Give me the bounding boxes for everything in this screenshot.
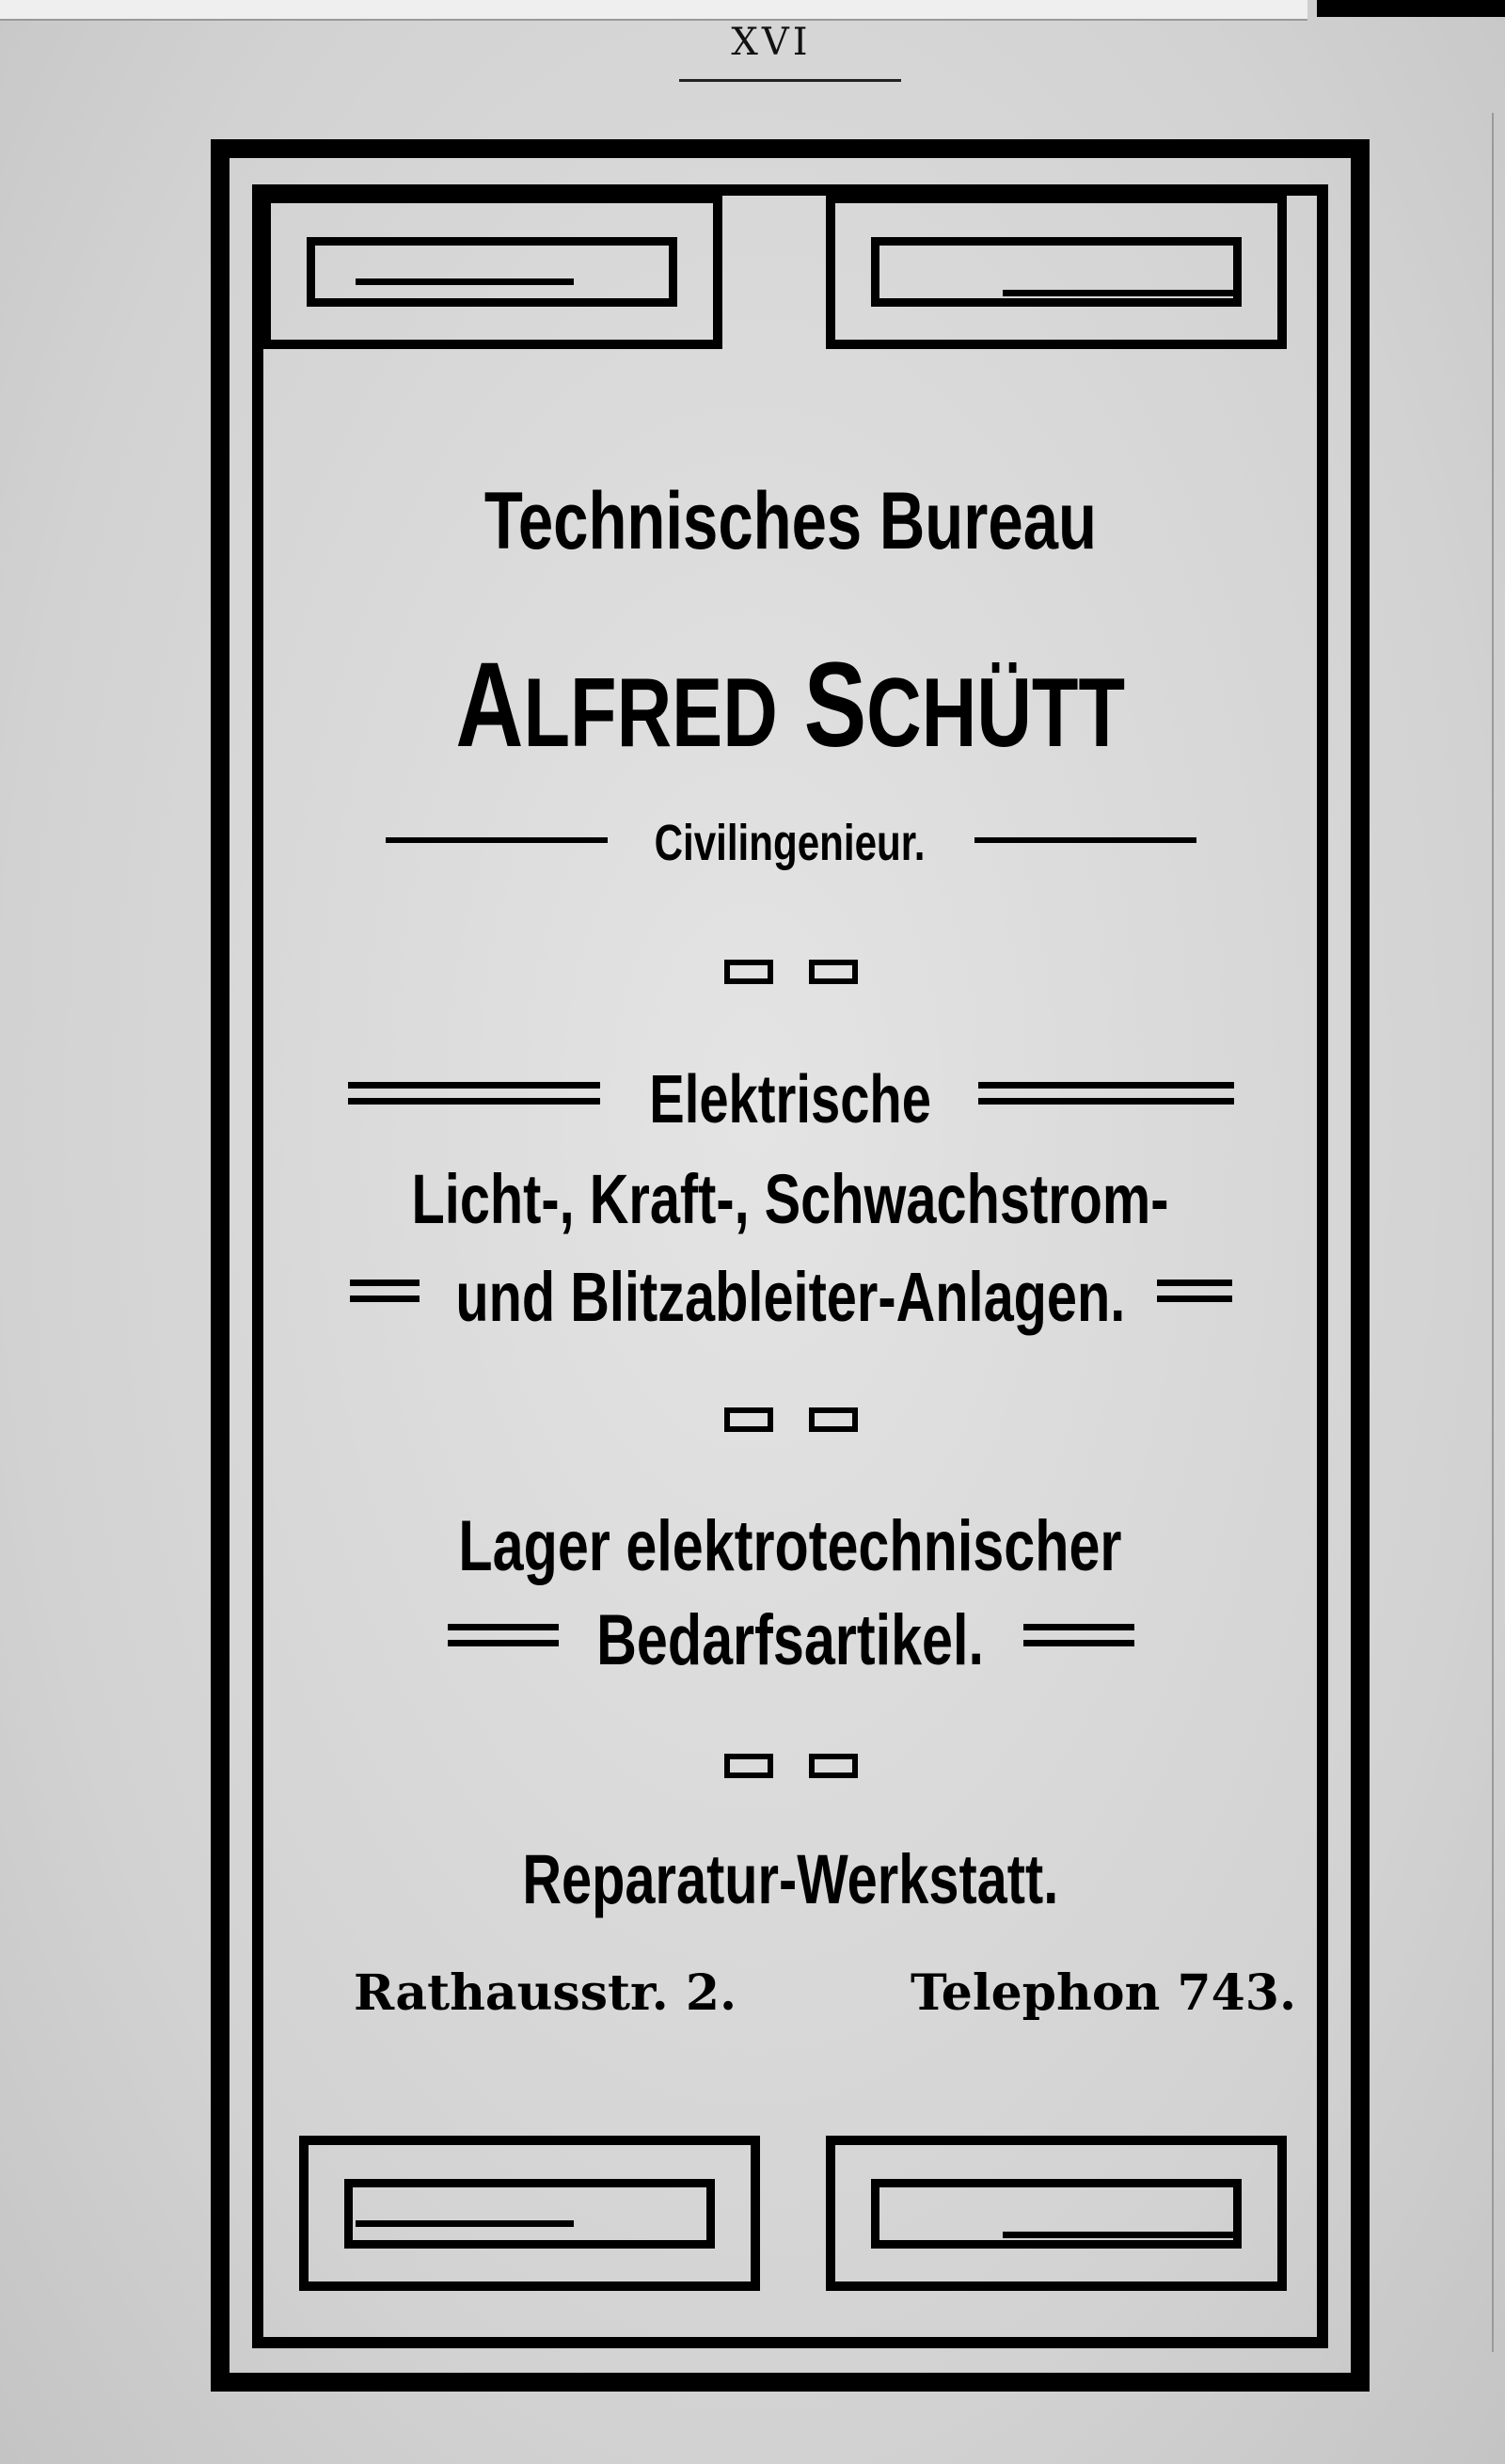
title-text: Civilingenieur. — [655, 815, 926, 871]
stock-line-2-text: Bedarfsartikel. — [596, 1600, 984, 1680]
name-initial: A — [455, 638, 524, 772]
separator-square — [809, 1407, 858, 1432]
service-line-2 — [252, 1159, 1328, 1239]
separator-square — [724, 960, 773, 984]
heading-text: Technisches Bureau — [483, 476, 1097, 566]
ornament-stroke — [1003, 290, 1238, 296]
page-fold-edge — [1492, 113, 1494, 2352]
telephone: Telephon 743. — [911, 1964, 1297, 2022]
stock-line-1-text: Lager elektrotechnischer — [458, 1506, 1122, 1586]
name-smallcaps: LFRED — [523, 659, 778, 768]
ornament-top-left — [261, 194, 722, 349]
separator-square — [724, 1754, 773, 1778]
double-rule-right-short — [1157, 1280, 1232, 1302]
ornament-top-right — [826, 194, 1287, 349]
stock-line-1 — [252, 1505, 1328, 1587]
top-page-edge — [0, 0, 1307, 21]
ornament-stroke — [356, 2220, 574, 2227]
page-number: XVI — [731, 21, 812, 64]
double-rule-right-stock — [1023, 1624, 1134, 1646]
title-rule-right — [974, 837, 1196, 843]
service-line-3-text: und Blitzableiter-Anlagen. — [455, 1258, 1125, 1336]
company-name-text — [455, 636, 1125, 774]
ornament-bottom-right — [826, 2136, 1287, 2291]
ornament-stroke — [356, 278, 574, 285]
name-smallcaps: CHÜTT — [865, 659, 1125, 768]
scan-corner-mark — [1317, 0, 1505, 17]
ornament-bottom-left — [299, 2136, 760, 2291]
ornament-stroke — [1003, 2232, 1238, 2238]
separator-square — [724, 1407, 773, 1432]
separator-square — [809, 1754, 858, 1778]
ornament-frame — [307, 237, 677, 307]
heading-technical-bureau — [252, 475, 1328, 568]
workshop-line — [252, 1839, 1328, 1919]
ornament-frame — [344, 2179, 715, 2249]
double-rule-right — [978, 1082, 1234, 1105]
workshop-text: Reparatur-Werkstatt. — [522, 1840, 1058, 1918]
professional-title — [252, 814, 1328, 872]
stock-line-2 — [252, 1599, 1328, 1681]
service-heading-text: Elektrische — [649, 1062, 931, 1137]
service-line-2-text: Licht-, Kraft-, Schwachstrom- — [411, 1160, 1169, 1238]
separator-square — [809, 960, 858, 984]
company-name — [252, 636, 1328, 774]
page-number-rule — [679, 79, 901, 82]
address: Rathausstr. 2. — [354, 1964, 737, 2022]
name-initial: S — [803, 638, 866, 772]
